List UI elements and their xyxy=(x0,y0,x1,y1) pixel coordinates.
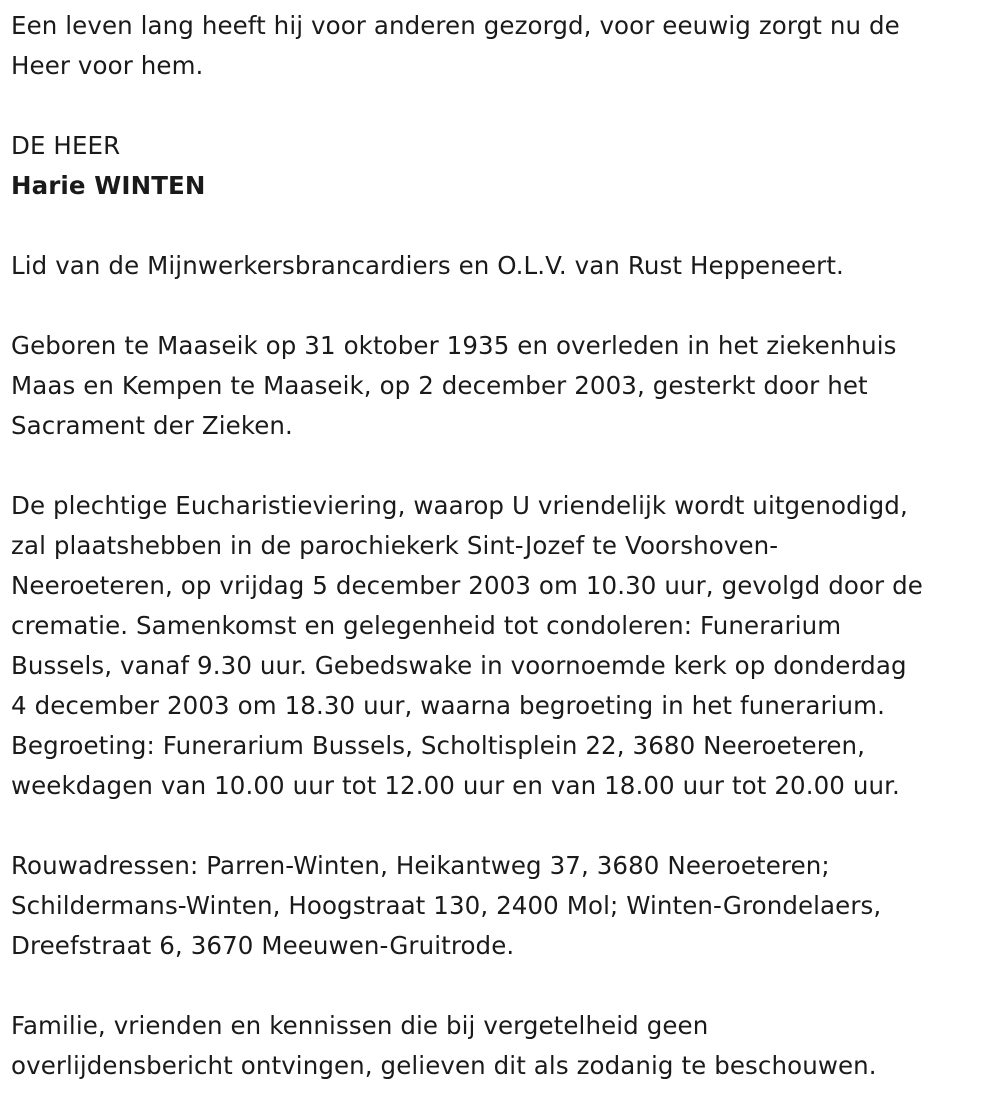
ceremony-line: De plechtige Eucharistieviering, waarop U vriendelijk wordt uitgenodigd, xyxy=(11,491,908,520)
ceremony-line: crematie. Samenkomst en gelegenheid tot condoleren: Funerarium xyxy=(11,611,842,640)
ceremony-line: weekdagen van 10.00 uur tot 12.00 uur en van 18.00 uur tot 20.00 uur. xyxy=(11,771,900,800)
obituary-document xyxy=(11,6,996,1086)
addresses-line: Dreefstraat 6, 3670 Meeuwen-Gruitrode. xyxy=(11,931,515,960)
birth-death-paragraph xyxy=(11,326,996,446)
ceremony-line: Neeroeteren, op vrijdag 5 december 2003 om 10.30 uur, gevolgd door de xyxy=(11,571,923,600)
closing-line: Familie, vrienden en kennissen die bij vergetelheid geen xyxy=(11,1011,709,1040)
ceremony-line: zal plaatshebben in de parochiekerk Sint-Jozef te Voorshoven- xyxy=(11,531,779,560)
birth-death-line: Sacrament der Zieken. xyxy=(11,411,293,440)
birth-death-line: Maas en Kempen te Maaseik, op 2 december 2003, gesterkt door het xyxy=(11,371,868,400)
membership-line: Lid van de Mijnwerkersbrancardiers en O.L.V. van Rust Heppeneert. xyxy=(11,251,844,280)
ceremony-line: Bussels, vanaf 9.30 uur. Gebedswake in voornoemde kerk op donderdag xyxy=(11,651,907,680)
birth-death-line: Geboren te Maaseik op 31 oktober 1935 en overleden in het ziekenhuis xyxy=(11,331,897,360)
addresses-paragraph xyxy=(11,846,996,966)
membership-paragraph xyxy=(11,246,996,286)
deceased-name: Harie WINTEN xyxy=(11,171,206,200)
addresses-line: Rouwadressen: Parren-Winten, Heikantweg 37, 3680 Neeroeteren; xyxy=(11,851,830,880)
intro-paragraph xyxy=(11,6,996,86)
addresses-line: Schildermans-Winten, Hoogstraat 130, 2400 Mol; Winten-Grondelaers, xyxy=(11,891,882,920)
closing-line: overlijdensbericht ontvingen, gelieven dit als zodanig te beschouwen. xyxy=(11,1051,877,1080)
ceremony-line: 4 december 2003 om 18.30 uur, waarna begroeting in het funerarium. xyxy=(11,691,886,720)
honorific-title: DE HEER xyxy=(11,131,121,160)
closing-paragraph xyxy=(11,1006,996,1086)
ceremony-paragraph xyxy=(11,486,996,806)
intro-line: Een leven lang heeft hij voor anderen gezorgd, voor eeuwig zorgt nu de xyxy=(11,11,900,40)
intro-line: Heer voor hem. xyxy=(11,51,204,80)
ceremony-line: Begroeting: Funerarium Bussels, Scholtisplein 22, 3680 Neeroeteren, xyxy=(11,731,866,760)
